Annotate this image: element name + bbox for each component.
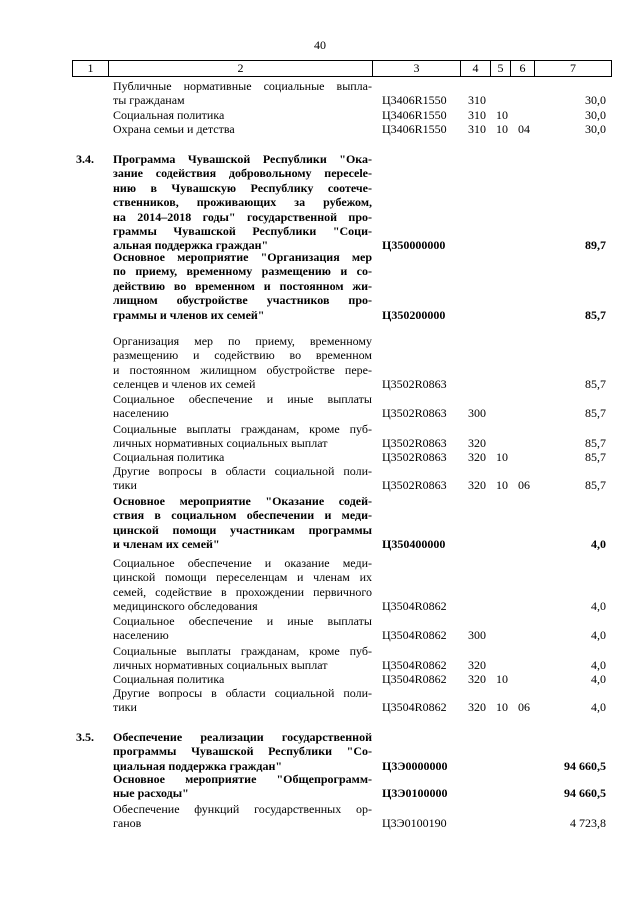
budget-code: Ц3502R0863 (382, 478, 447, 493)
amount: 30,0 (585, 122, 606, 136)
item-name-line: Социальное обеспечение и оказание меди- (113, 556, 372, 570)
table-row (0, 599, 640, 613)
section-code: 10 (496, 478, 508, 493)
budget-code: Ц3502R0863 (382, 450, 447, 464)
header-col-6: 6 (511, 61, 535, 76)
section-code: 10 (496, 108, 508, 122)
section-code: 10 (496, 122, 508, 136)
budget-code: Ц3Э0100190 (382, 816, 447, 831)
item-name-line: Публичные нормативные социальные выпла- (113, 79, 372, 93)
table-row (0, 195, 640, 209)
table-row (0, 348, 640, 362)
item-name-line: Основное мероприятие "Оказание содей- (113, 494, 372, 508)
item-name-line: лищном обустройстве участников про- (113, 293, 372, 308)
item-name-line: действию во временном и постоянном жи- (113, 278, 372, 293)
budget-code: Ц350200000 (382, 307, 446, 322)
item-name-line: размещению и содействию во временном (113, 348, 372, 363)
header-col-3: 3 (373, 61, 461, 76)
item-name-line: Охрана семьи и детства (113, 122, 235, 136)
table-row (0, 334, 640, 348)
section-code: 10 (496, 450, 508, 464)
amount: 4,0 (591, 700, 606, 715)
table-row (0, 166, 640, 180)
table-row (0, 494, 640, 508)
page-number: 40 (314, 38, 326, 52)
budget-code: Ц3502R0863 (382, 406, 447, 421)
item-name-line: Другие вопросы в области социальной поли- (113, 464, 372, 478)
item-name-line: ты гражданам (113, 93, 185, 108)
table-row (0, 224, 640, 238)
item-name-line: Основное мероприятие "Общепрограмм- (113, 772, 372, 786)
table-row (0, 79, 640, 93)
table-row (0, 523, 640, 537)
table-row (0, 436, 640, 450)
header-col-4: 4 (461, 61, 491, 76)
item-name-line: цинской помощи участникам программы (113, 522, 372, 537)
header-col-2: 2 (109, 61, 373, 76)
item-name-line: Социальные выплаты гражданам, кроме пуб- (113, 644, 372, 658)
table-row (0, 556, 640, 570)
item-name-line: населению (113, 628, 169, 643)
header-col-7: 7 (570, 61, 576, 75)
table-row (0, 392, 640, 406)
budget-code: Ц3504R0862 (382, 672, 447, 686)
budget-code: Ц3502R0863 (382, 377, 447, 392)
table-row (0, 628, 640, 642)
subsection-code: 06 (518, 700, 530, 715)
item-name-line: Обеспечение реализации государственной (113, 730, 372, 744)
item-name-line: циальная поддержка граждан" (113, 758, 283, 773)
table-row (0, 585, 640, 599)
amount: 4,0 (591, 672, 606, 686)
subsection-code: 04 (518, 122, 530, 136)
amount: 30,0 (585, 108, 606, 122)
amount: 4,0 (591, 658, 606, 673)
item-name-line: личных нормативных социальных выплат (113, 658, 328, 673)
table-row (0, 122, 640, 136)
item-name-line: альная поддержка граждан" (113, 238, 269, 253)
budget-code: Ц3Э0100000 (382, 786, 448, 801)
expense-type: 300 (468, 628, 486, 643)
item-name-line: Организация мер по приему, временному (113, 334, 372, 348)
expense-type: 320 (468, 436, 486, 451)
item-name-line: Социальное обеспечение и иные выплаты (113, 392, 372, 406)
item-name-line: по приему, временному размещению и со- (113, 264, 372, 279)
amount: 85,7 (585, 478, 606, 493)
section-number: 3.5. (76, 730, 94, 744)
item-name-line: на 2014–2018 годы" государственной про- (113, 209, 372, 224)
expense-type: 310 (468, 122, 486, 136)
subsection-code: 06 (518, 478, 530, 493)
table-row (0, 181, 640, 195)
item-name-line: программы Чувашской Республики "Со- (113, 744, 372, 759)
table-row (0, 772, 640, 786)
item-name-line: ные расходы" (113, 786, 189, 801)
item-name-line: ственников, проживающих за рубежом, (113, 195, 372, 210)
table-row (0, 108, 640, 122)
table-row (0, 264, 640, 278)
item-name-line: Основное мероприятие "Организация мер (113, 250, 372, 264)
amount: 30,0 (585, 93, 606, 108)
section-number: 3.4. (76, 152, 94, 166)
header-col-5: 5 (491, 61, 511, 76)
amount: 89,7 (585, 238, 606, 253)
table-row (0, 210, 640, 224)
table-row (0, 644, 640, 658)
table-row (0, 672, 640, 686)
item-name-line: медицинского обследования (113, 599, 258, 614)
item-name-line: селенцев и членов их семей (113, 377, 256, 392)
expense-type: 320 (468, 672, 486, 686)
table-row (0, 786, 640, 800)
item-name-line: семей, содействие в прохождении первичного (113, 584, 372, 599)
item-name-line: ствия в социальном обеспечении и меди- (113, 508, 372, 523)
table-row (0, 363, 640, 377)
amount: 85,7 (585, 307, 606, 322)
item-name-line: ганов (113, 816, 142, 831)
header-col-1: 1 (73, 61, 109, 76)
section-code: 10 (496, 672, 508, 686)
item-name-line: населению (113, 406, 169, 421)
item-name-line: личных нормативных социальных выплат (113, 436, 328, 451)
table-row (0, 508, 640, 522)
table-row (0, 406, 640, 420)
item-name-line: Социальная политика (113, 672, 225, 686)
amount: 4,0 (591, 628, 606, 643)
budget-code: Ц3504R0862 (382, 599, 447, 614)
table-row (0, 816, 640, 830)
item-name-line: цинской помощи переселенцам и членам их (113, 570, 372, 585)
table-row (0, 614, 640, 628)
item-name-line: и членам их семей" (113, 537, 220, 552)
table-row (0, 478, 640, 492)
amount: 4,0 (591, 599, 606, 614)
section-code: 10 (496, 700, 508, 715)
table-row (0, 730, 640, 744)
item-name-line: Социальная политика (113, 108, 225, 122)
table-row (0, 759, 640, 773)
table-row (0, 152, 640, 166)
item-name-line: зание содействия добровольному пересele- (113, 166, 372, 181)
expense-type: 320 (468, 658, 486, 673)
item-name-line: Программа Чувашской Республики "Ока- (113, 152, 372, 166)
table-row (0, 377, 640, 391)
table-row (0, 279, 640, 293)
amount: 94 660,5 (564, 758, 606, 773)
item-name-line: Социальная политика (113, 450, 225, 464)
item-name-line: граммы Чувашской Республики "Соци- (113, 224, 372, 238)
expense-type: 320 (468, 478, 486, 493)
budget-code: Ц3406R1550 (382, 122, 447, 136)
budget-code: Ц350000000 (382, 238, 446, 253)
amount: 94 660,5 (564, 786, 606, 801)
item-name-line: Социальное обеспечение и иные выплаты (113, 614, 372, 628)
budget-code: Ц3Э0000000 (382, 758, 448, 773)
table-row (0, 422, 640, 436)
amount: 85,7 (585, 406, 606, 421)
item-name-line: нию в Чувашскую Республику соотече- (113, 180, 372, 195)
table-row (0, 293, 640, 307)
amount: 85,7 (585, 377, 606, 392)
amount: 85,7 (585, 436, 606, 451)
item-name-line: и постоянном жилищном обустройстве пере- (113, 362, 372, 377)
table-row (0, 802, 640, 816)
item-name-line: Социальные выплаты гражданам, кроме пуб- (113, 422, 372, 436)
table-row (0, 658, 640, 672)
table-row (0, 700, 640, 714)
amount: 4 723,8 (570, 816, 606, 831)
table-row (0, 686, 640, 700)
table-header (72, 60, 612, 77)
expense-type: 320 (468, 700, 486, 715)
item-name-line: тики (113, 700, 137, 715)
budget-code: Ц3504R0862 (382, 628, 447, 643)
table-row (0, 537, 640, 551)
budget-code: Ц3406R1550 (382, 93, 447, 108)
expense-type: 300 (468, 406, 486, 421)
item-name-line: тики (113, 478, 137, 493)
expense-type: 320 (468, 450, 486, 464)
budget-code: Ц3504R0862 (382, 700, 447, 715)
expense-type: 310 (468, 108, 486, 122)
budget-code: Ц3406R1550 (382, 108, 447, 122)
table-row (0, 308, 640, 322)
amount: 4,0 (591, 537, 606, 552)
table-row (0, 93, 640, 107)
item-name-line: Другие вопросы в области социальной поли- (113, 686, 372, 700)
budget-code: Ц3504R0862 (382, 658, 447, 673)
table-row (0, 450, 640, 464)
table-row (0, 464, 640, 478)
budget-code: Ц3502R0863 (382, 436, 447, 451)
item-name-line: граммы и членов их семей" (113, 307, 265, 322)
table-row (0, 570, 640, 584)
table-row (0, 250, 640, 264)
table-row (0, 744, 640, 758)
expense-type: 310 (468, 93, 486, 108)
amount: 85,7 (585, 450, 606, 464)
budget-code: Ц350400000 (382, 537, 446, 552)
item-name-line: Обеспечение функций государственных ор- (113, 802, 372, 816)
